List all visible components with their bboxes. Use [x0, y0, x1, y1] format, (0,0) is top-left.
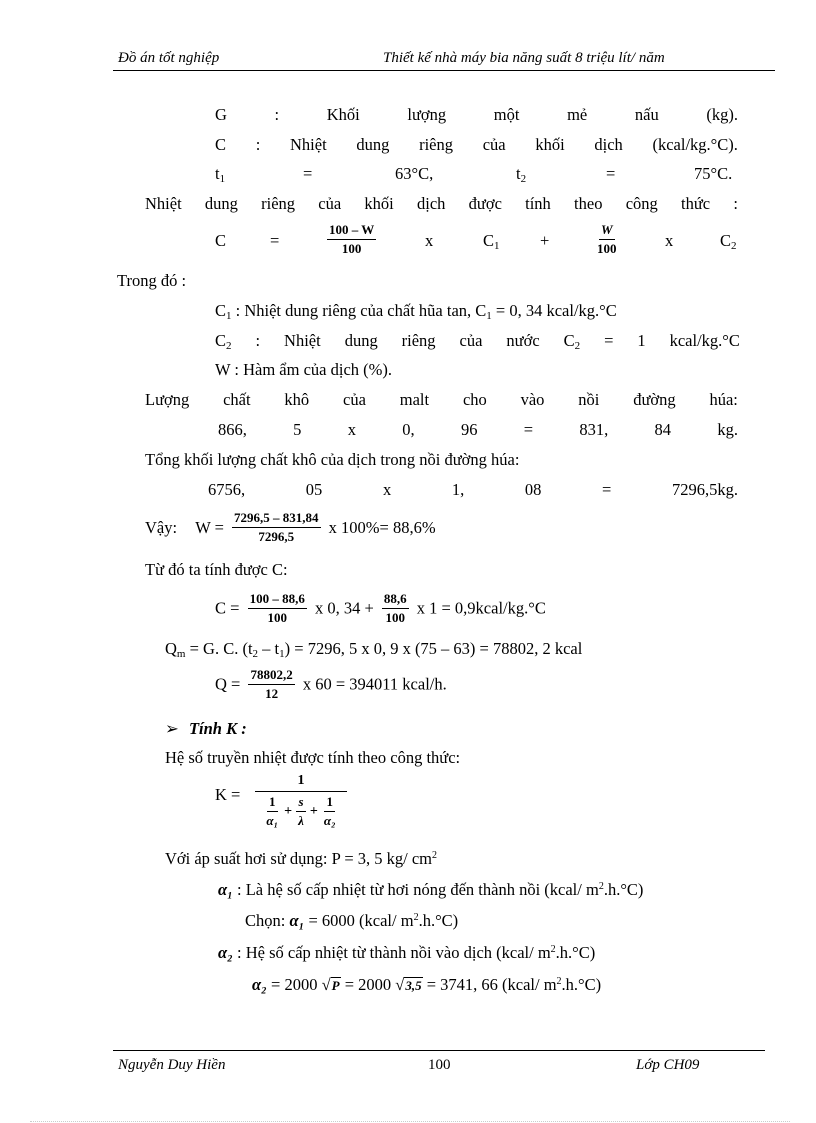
word: nấu	[634, 105, 659, 124]
word: =	[523, 420, 534, 439]
word: 0,	[402, 420, 415, 439]
word: 7296,5kg.	[672, 480, 738, 499]
word: Khối	[326, 105, 360, 124]
word: :	[255, 331, 261, 350]
word: theo	[574, 194, 603, 213]
word: kcal/kg.°C	[669, 331, 740, 350]
word: x	[347, 420, 356, 439]
header-rule	[113, 70, 775, 71]
tu-do: Từ đó ta tính được C:	[145, 560, 288, 579]
word: dung	[344, 331, 378, 350]
c2-definition	[215, 331, 740, 352]
word: đường	[633, 390, 676, 409]
word: nước	[506, 331, 540, 350]
word: nồi	[578, 390, 600, 409]
pressure-line: Với áp suất hơi sử dụng: P = 3, 5 kg/ $cm^2$	[165, 849, 437, 868]
word: 96	[460, 420, 478, 439]
footer-author: Nguyễn Duy Hiền	[118, 1057, 226, 1073]
q-line: Q = $\frac{78802,2}{12}$ x 60 = 394011 kcal/h.	[215, 667, 447, 701]
word: riêng	[419, 135, 453, 154]
alpha2-definition: α₂ : Hệ số cấp nhiệt từ thành nồi vào dịch (kcal/ $m^2.h.^\circ C$)	[218, 943, 596, 962]
word: vào	[520, 390, 545, 409]
word: kg.	[717, 420, 738, 439]
word: (kcal/kg.°C).	[652, 135, 738, 154]
heat-formula-intro	[145, 194, 738, 214]
word: 1,	[451, 480, 465, 499]
qm-line: $Q_m = G$. C. $(t_2 - t_1) = 7296$, 5 x 0, 9 x (75 – 63) = 78802, 2 kcal	[165, 639, 583, 660]
word: húa:	[709, 390, 738, 409]
word: :	[274, 105, 280, 124]
footer-class: Lớp CH09	[636, 1057, 700, 1073]
word: (kg).	[706, 105, 738, 124]
c-definition	[215, 135, 738, 155]
word: 1	[637, 331, 646, 350]
c-formula: C = $\frac{100 - W}{100}$ x $C_1$ + $\frac{W}{100}$ x $C_2$	[215, 222, 737, 256]
t2-value: 75°C.	[694, 164, 733, 183]
word: của	[318, 194, 342, 213]
k-intro: Hệ số truyền nhiệt được tính theo công thức:	[165, 748, 461, 767]
t2-equals: =	[606, 164, 616, 183]
word: khô	[284, 390, 310, 409]
t2-label: $t_2$	[516, 164, 527, 185]
footer-page-number: 100	[428, 1057, 451, 1073]
c1-definition: $C_1$ : Nhiệt dung riêng của chất hũa tan, $C_1 = 0$, 34 kcal/kg.°C	[215, 301, 617, 322]
word: cho	[462, 390, 487, 409]
t-line: $t_1$	[215, 164, 226, 185]
word: lượng	[407, 105, 447, 124]
word: của	[459, 331, 483, 350]
word: 08	[524, 480, 542, 499]
w-definition: W : Hàm ẩm của dịch (%).	[215, 360, 393, 379]
word: của	[343, 390, 366, 409]
word: thức	[681, 194, 711, 213]
word: G	[215, 105, 227, 124]
word: x	[382, 480, 392, 499]
word: dung	[204, 194, 238, 213]
word: 84	[654, 420, 672, 439]
word: công	[625, 194, 658, 213]
word: =	[604, 331, 614, 350]
word: riêng	[401, 331, 436, 350]
alpha1-choose: Chọn: α₁ = 6000 (kcal/ $m^2.h.^\circ C$)	[245, 911, 459, 930]
g-definition	[215, 105, 738, 125]
c-calc: C = $\frac{100 - 88,6}{100}$ x 0, 34 + $\frac{88,6}{100}$ x 1 = 0,9kcal/kg.°C	[215, 591, 546, 625]
header-left: Đồ án tốt nghiệp	[118, 50, 220, 66]
word: 05	[305, 480, 323, 499]
word: khối	[535, 135, 565, 154]
word: dịch	[417, 194, 446, 213]
word: $C_2$	[215, 331, 232, 352]
footer-rule	[113, 1050, 765, 1051]
word: của	[482, 135, 506, 154]
word: dịch	[594, 135, 623, 154]
total-intro: Tổng khối lượng chất khô của dịch trong nồi đường húa:	[145, 450, 520, 469]
word: dung	[356, 135, 390, 154]
word: 866,	[218, 420, 247, 439]
word: mẻ	[567, 105, 588, 124]
w-result: Vậy: W = $\frac{7296,5 - 831,84}{7296,5}$ x 100%= 88,6%	[145, 510, 436, 544]
arrow-bullet-icon: ➢	[165, 719, 179, 738]
word: chất	[223, 390, 251, 409]
word: Lượng	[145, 390, 190, 409]
t1-value: 63°C,	[395, 164, 434, 183]
page-edge	[30, 1121, 790, 1122]
word: 6756,	[208, 480, 246, 499]
word: =	[602, 480, 612, 499]
word: tính	[525, 194, 551, 213]
tinh-k-heading: ➢ Tính K :	[165, 719, 247, 738]
alpha1-definition: α₁ : Là hệ số cấp nhiệt từ hơi nóng đến thành nồi (kcal/ $m^2.h.^\circ C$)	[218, 880, 644, 899]
alpha2-calc: α₂ = 2000 √P = 2000 √3,5 = 3741, 66 (kcal/ $m^2.h.^\circ C$)	[252, 975, 602, 994]
trong-do: Trong đó :	[117, 271, 187, 290]
word: C	[215, 135, 227, 154]
word: Nhiệt	[290, 135, 327, 154]
malt-intro	[145, 390, 738, 410]
word: 5	[293, 420, 302, 439]
word: $C_2$	[563, 331, 581, 352]
word: Nhiệt	[284, 331, 321, 350]
word: :	[255, 135, 261, 154]
header-right: Thiết kế nhà máy bia năng suất 8 triệu lít/ năm	[383, 50, 665, 66]
word: riêng	[261, 194, 296, 213]
word: được	[468, 194, 502, 213]
word: 831,	[579, 420, 609, 439]
total-calc	[208, 480, 738, 500]
word: malt	[399, 390, 430, 409]
word: Nhiệt	[145, 194, 182, 213]
k-formula: K = 1 $\frac{1}{\text{α₁}}$ + $\frac{s}{\lambda}$ + $\frac{1}{\text{α₂}}$	[215, 773, 355, 843]
word: khối	[364, 194, 394, 213]
malt-calc	[218, 420, 738, 440]
word: một	[493, 105, 520, 124]
t1-equals: =	[303, 164, 313, 183]
word: :	[733, 194, 738, 213]
